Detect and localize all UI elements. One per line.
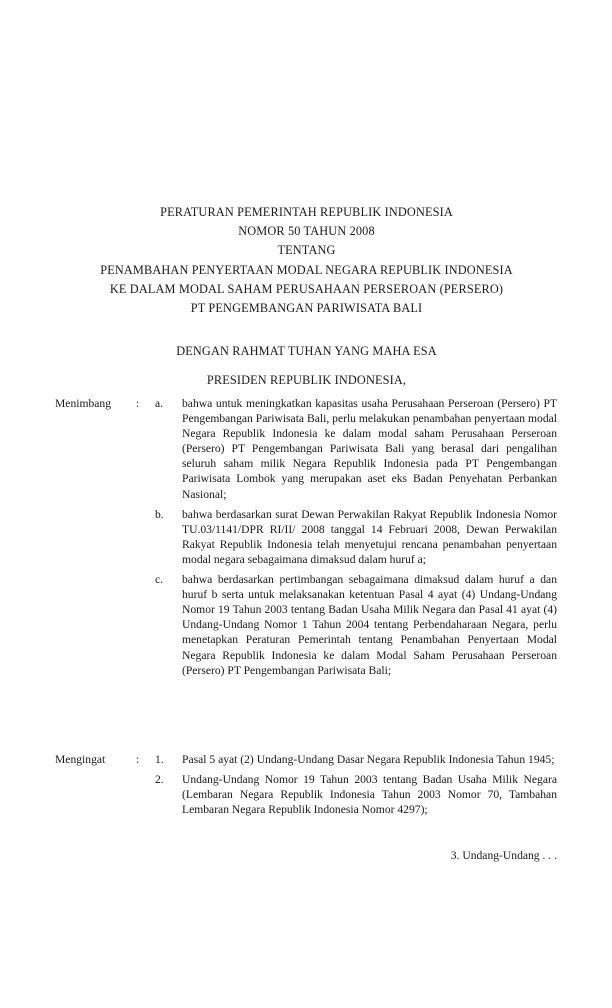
title-line-number: NOMOR 50 TAHUN 2008 <box>238 224 375 239</box>
title-line-regulation: PERATURAN PEMERINTAH REPUBLIK INDONESIA <box>160 205 453 219</box>
clause-row <box>55 396 557 502</box>
authority-line <box>56 371 557 390</box>
clause-text-c: bahwa berdasarkan pertimbangan sebagaimana dimaksud dalam huruf a dan huruf b serta untuk melaksanakan ketentuan Pasal 4 ayat (4) Undang-Undang Nomor 19 Tahun 2003 tentang Badan Usaha Milik Negara dan Pasal 41 ayat (4) Undang-Undang Nomor 1 Tahun 2004 tentang Perbendaharaan Negara, perlu menetapkan Peraturan Pemerintah tentang Penambahan Penyertaan Modal Negara Republik Indonesia ke dalam Modal Saham Perusahaan Perseroan (Persero) PT Pengembangan Pariwisata Bali; <box>182 573 557 677</box>
clause-text-1: Pasal 5 ayat (2) Undang-Undang Dasar Negara Republik Indonesia Tahun 1945; <box>182 753 555 766</box>
blessing-text: DENGAN RAHMAT TUHAN YANG MAHA ESA <box>176 344 437 358</box>
clause-marker-a: a. <box>155 397 164 410</box>
section-menimbang <box>55 396 557 678</box>
title-line-subject-2: KE DALAM MODAL SAHAM PERUSAHAAN PERSEROAN (PERSERO) <box>109 281 504 296</box>
blessing-line <box>56 342 557 361</box>
clause-text-b: bahwa berdasarkan surat Dewan Perwakilan Rakyat Republik Indonesia Nomor TU.03/1141/DPR RI/II/ 2008 tanggal 14 Februari 2008, Dewan Perwakilan Rakyat Republik Indonesia telah menyetujui rencana penambahan penyertaan modal negara sebagaimana dimaksud dalam huruf a; <box>182 507 557 566</box>
authority-text: PRESIDEN REPUBLIK INDONESIA, <box>206 373 407 387</box>
clause-text-2: Undang-Undang Nomor 19 Tahun 2003 tentang Badan Usaha Milik Negara (Lembaran Negara Republik Indonesia Tahun 2003 Nomor 70, Tambahan Lembaran Negara Republik Indonesia Nomor 4297); <box>182 773 557 817</box>
clause-marker-2: 2. <box>155 773 164 787</box>
document-title-block <box>56 203 557 318</box>
clause-row <box>55 572 557 678</box>
section-mengingat <box>55 752 557 817</box>
clause-row <box>55 507 557 567</box>
page-catchword: 3. Undang-Undang . . . <box>450 849 557 862</box>
clause-row <box>55 772 557 817</box>
title-line-tentang: TENTANG <box>277 243 336 258</box>
clause-marker-c: c. <box>155 573 164 587</box>
clause-row <box>55 752 557 767</box>
clause-marker-b: b. <box>155 507 164 521</box>
section-label-menimbang: Menimbang <box>55 397 112 410</box>
section-colon-menimbang: : <box>136 397 140 410</box>
section-label-mengingat: Mengingat <box>55 753 106 766</box>
title-line-subject-3: PT PENGEMBANGAN PARIWISATA BALI <box>190 301 423 316</box>
section-colon-mengingat: : <box>136 753 140 766</box>
clause-marker-1: 1. <box>155 753 164 766</box>
title-line-subject-1: PENAMBAHAN PENYERTAAN MODAL NEGARA REPUBLIK INDONESIA <box>100 262 513 277</box>
clause-text-a: bahwa untuk meningkatkan kapasitas usaha Perusahaan Perseroan (Persero) PT Pengembangan Pariwisata Bali, perlu melakukan penambahan penyertaan modal Negara Republik Indonesia ke dalam modal saham Perusahaan Perseroan (Persero) PT Pengembangan Pariwisata Bali yang berasal dari pengalihan seluruh saham milik Negara Republik Indonesia pada PT Pengembangan Pariwisata Lombok yang merupakan aset eks Badan Penyehatan Perbankan Nasional; <box>182 397 557 501</box>
